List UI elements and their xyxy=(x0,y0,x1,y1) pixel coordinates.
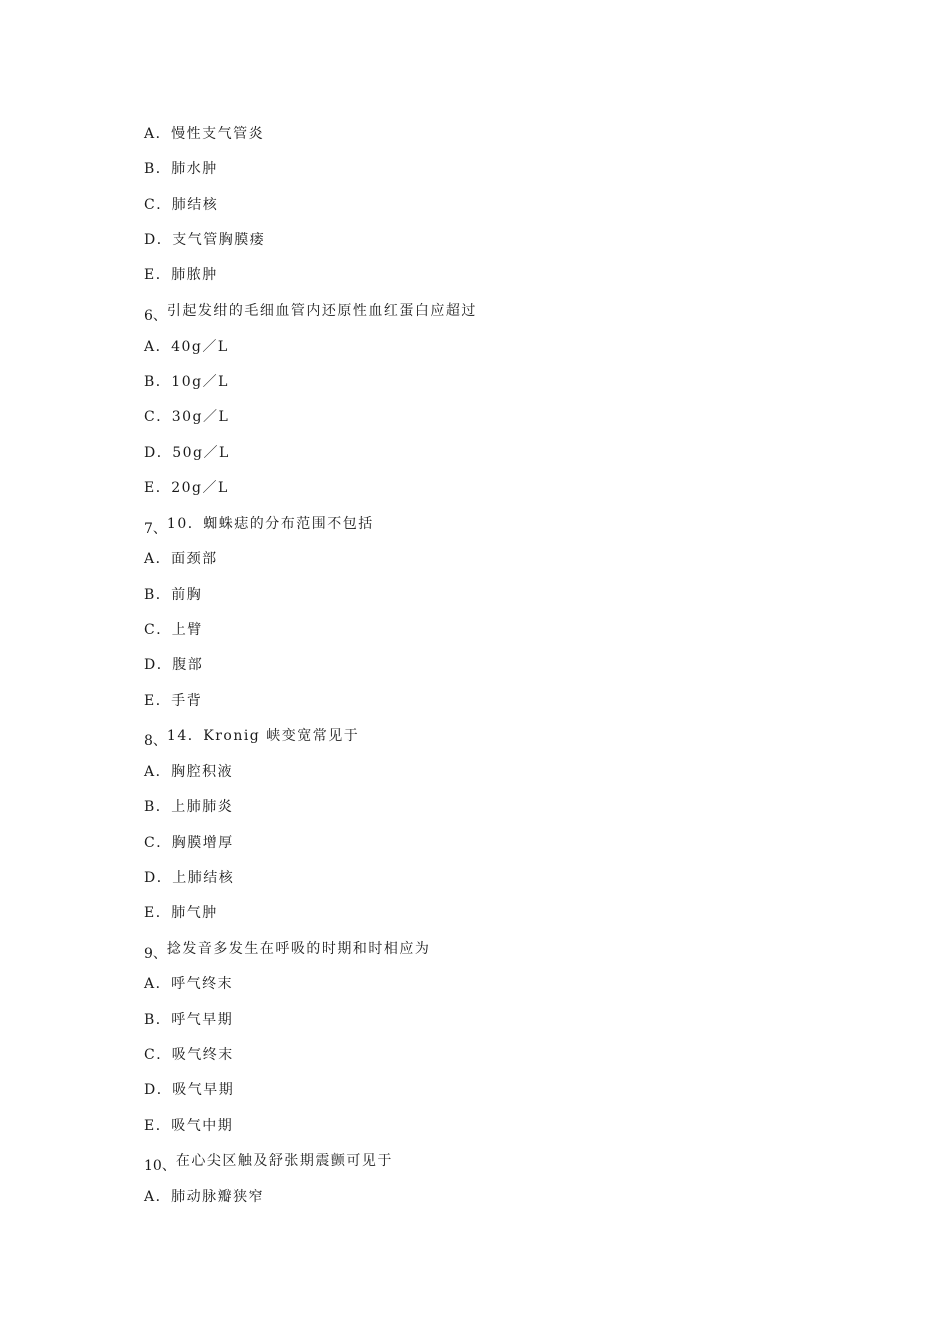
question-7 xyxy=(144,515,374,537)
option-6a: A．40g／L xyxy=(144,339,229,355)
question-9 xyxy=(144,940,431,962)
option-7b: B．前胸 xyxy=(144,587,203,603)
option-10a: A．肺动脉瓣狭窄 xyxy=(144,1189,265,1205)
option-7d: D．腹部 xyxy=(144,657,204,673)
option-9d: D．吸气早期 xyxy=(144,1082,235,1098)
option-9e: E．吸气中期 xyxy=(144,1118,234,1134)
question-8 xyxy=(144,727,360,749)
question-number: 10、 xyxy=(144,1158,176,1174)
question-text: 10．蜘蛛痣的分布范围不包括 xyxy=(166,516,374,532)
option-7c: C．上臂 xyxy=(144,622,203,638)
option-5b: B．肺水肿 xyxy=(144,161,218,177)
question-text: 引起发绀的毛细血管内还原性血红蛋白应超过 xyxy=(166,303,477,319)
option-6d: D．50g／L xyxy=(144,445,230,461)
option-8d: D．上肺结核 xyxy=(144,870,235,886)
question-6 xyxy=(144,302,477,324)
option-6c: C．30g／L xyxy=(144,409,230,425)
question-text: 在心尖区触及舒张期震颤可见于 xyxy=(175,1153,393,1169)
question-number: 6、 xyxy=(144,308,167,324)
option-5e: E．肺脓肿 xyxy=(144,267,218,283)
option-7a: A．面颈部 xyxy=(144,551,218,567)
option-5a: A．慢性支气管炎 xyxy=(144,126,265,142)
option-5d: D．支气管胸膜瘘 xyxy=(144,232,266,248)
question-text: 14．Kronig 峡变宽常见于 xyxy=(166,728,360,744)
question-number: 9、 xyxy=(144,946,167,962)
option-6e: E．20g／L xyxy=(144,480,229,496)
question-text: 捻发音多发生在呼吸的时期和时相应为 xyxy=(166,941,431,957)
option-9b: B．呼气早期 xyxy=(144,1012,234,1028)
option-8b: B．上肺肺炎 xyxy=(144,799,234,815)
question-number: 7、 xyxy=(144,521,167,537)
option-8e: E．肺气肿 xyxy=(144,905,218,921)
option-5c: C．肺结核 xyxy=(144,197,219,213)
question-10 xyxy=(144,1152,393,1174)
option-7e: E．手背 xyxy=(144,693,203,709)
option-6b: B．10g／L xyxy=(144,374,229,390)
option-8c: C．胸膜增厚 xyxy=(144,835,234,851)
option-8a: A．胸腔积液 xyxy=(144,764,234,780)
option-9a: A．呼气终末 xyxy=(144,976,234,992)
question-number: 8、 xyxy=(144,733,167,749)
option-9c: C．吸气终末 xyxy=(144,1047,234,1063)
